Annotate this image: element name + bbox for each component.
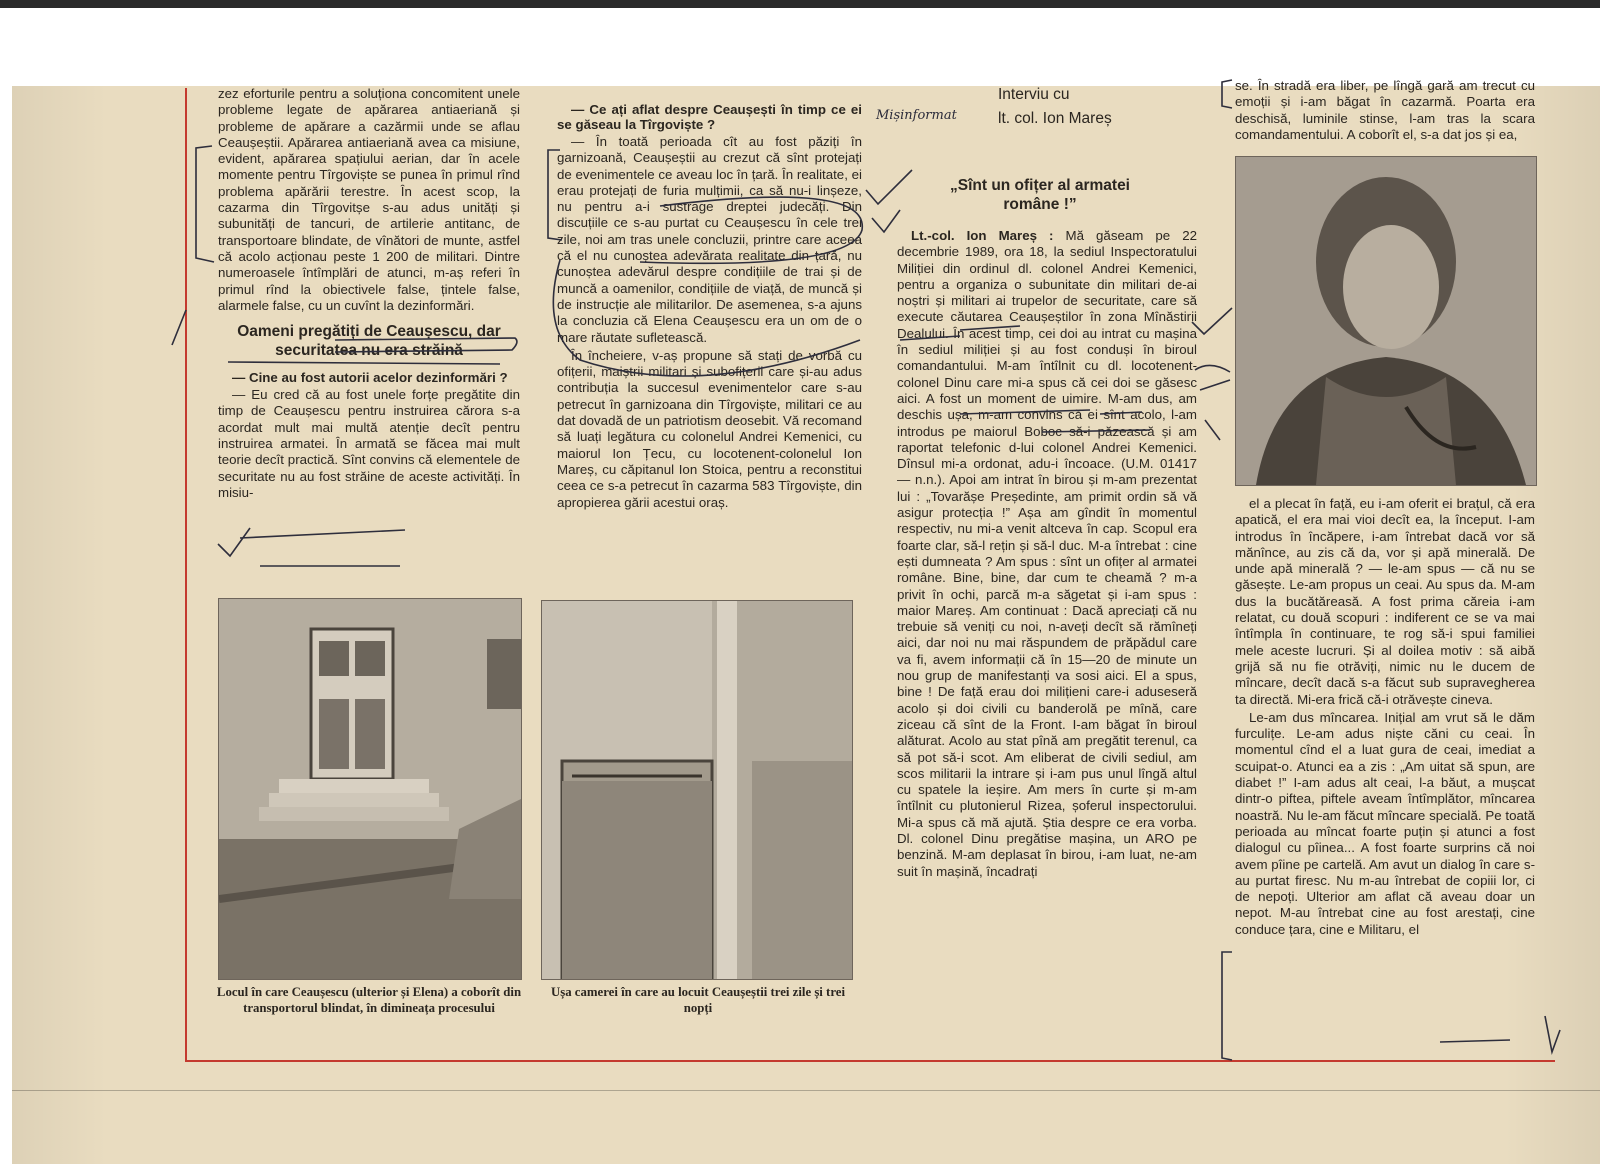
column-3-paragraph [897,228,1197,880]
red-margin-rule [185,88,187,1062]
column-4-paragraph: se. În stradă era liber, pe lîngă gară am trecut cu emoții și i-am băgat în cazarmă. Poarta era deschisă, luminile stinse, l-am tras la scara comandamentului. A coborît el, s-a dat jos și ea, [1235,78,1535,142]
column-4-paragraph: el a plecat în față, eu i-am oferit ei brațul, că era apatică, el era mai vioi decît ea, la început. I-am introdus în încăpere, i-am întrebat dacă vor să mănînce, au zis că da, vor și apă minerală. De unde apă minerală ? — le-am spus — că nu se găsește. Le-am propus un ceai. Au spus da. M-am dus la bucătăreasă. A fost prima căreia i-am relatat, cu două scopuri : indiferent ce se va mai întîmpla în continuare, te rog să-i spui familiei mele aceste lucruri. Și al doilea motiv : să aibă grijă să nu fie otrăviți, nimic nu le ducem de mîncare, decît dacă s-a făcut sub supravegherea ta directă. Mi-era frică că-i otrăvește cineva. [1235,496,1535,707]
column-1-paragraph: zez eforturile pentru a soluționa concomitent unele probleme legate de apărarea antiaeriană și probleme de apărare a cazărmii unde se aflau Ceaușeștii. Apărarea antiaeriană avea ca misiune, evident, apărarea spațiului aerian, dar în acele momente pentru Tîrgoviște se punea în primul rînd problema apărării terestre. În acest scop, la cazarma din Tîrgovitșe s-au adus unități și subunități de tancuri, de artilerie antitanc, de transportoare blindate, de vînători de munte, astfel că acolo acționau peste 1 200 de militari. Dintre numeroasele întîmplări de atunci, m-aș referi în primul rînd la obiectivele false, țintele false, alarmele false, cu un cuvînt la dezinformări. [218,86,520,313]
column-1 [218,86,520,503]
building-entrance-photo [218,598,522,980]
column-4 [1235,496,1535,940]
column-2-paragraph: În încheiere, v-aș propune să stați de vorbă cu ofițerii, maiștrii militari și subofițerii care și-au adus contribuția la succesul evenimentelor care s-au petrecut în garnizoana din Tîrgoviște, militari ce au dat dovadă de un patriotism deosebit. Vă recomand să luați legătura cu colonelul Andrei Kemenici, cu maiorul Ion Țecu, cu locotenent-colonelul Ion Mareș, cu căpitanul Ion Stoica, pentru a reconstitui ceea ce s-a petrecut în cazarma 583 Tîrgoviște, din apropierea gării acestui oraș. [557,347,862,510]
scan-edge-bar [0,0,1600,8]
room-door-illustration [542,601,852,979]
photo-caption: Locul în care Ceaușescu (ulterior și Elena) a coborît din transportorul blindat, în dimineața procesului [216,985,522,1015]
column-2-paragraph: — În toată perioada cît au fost păziți în garnizoană, Ceaușeștii au crezut că sînt protejați de evenimentele ce aveau loc în țară. În realitate, ei erau protejați de furia mulțimii, ca să nu-i linșeze, nu pentru a-i sustrage dreptei judecăți. Din discuțiile ce s-au purtat cu Ceaușescu în cele trei zile, noi am tras unele concluzii, printre care aceea că el nu cunoștea adevărata realitate din țară, nu cunoștea adevărul despre condițiile de trai și de muncă a oamenilor, condițiile de viață, de muncă și de instrucție ale militarilor. De asemenea, s-a ajuns la concluzia că Elena Ceaușescu era un om de o mare răutate sufletească. [557,134,862,345]
column-4-paragraph: Le-am dus mîncarea. Inițial am vrut să le dăm furculițe. Le-am adus niște căni cu ceai. În momentul cînd el a luat gura de ceai, imediat a scuipat-o. Atunci ea a zis : „Am uitat să spun, are diabet !” I-am adus alt ceai, l-a băut, a mușcat dintr-o piftea, piftele aveam întîmplător, mîncarea noastră. Nu le-am făcut mîncare specială. Pe toată perioada au mîncat foarte puțin și atunci a fost dialogul cu pîinea... A fost foarte surprins că noi avem pîine pe cartelă. Am avut un dialog în care s-au purtat firesc. Nu m-au întrebat de copiii lor, ci de nepoți. Ulterior am aflat că aveau doar un nepot. M-au întrebat cine au fost arestați, cine conduce țara, cine e Militaru, el [1235,709,1535,937]
portrait-illustration [1236,157,1536,485]
red-bottom-rule [185,1060,1555,1062]
interview-question: — Ce ați aflat despre Ceaușești în timp ce ei se găseau la Tîrgoviște ? [557,102,862,132]
building-entrance-illustration [219,599,521,979]
photo-caption: Ușa camerei în care au locuit Ceaușeștii trei zile și trei nopți [550,985,846,1015]
interview-answer: — Eu cred că au fost unele forțe pregătite din timp de Ceaușescu pentru instruirea cărora s-a acordat mult mai multă atenție decît pentru instruirea armatei. În armată se făcea mai mult teorie decît practică. Sînt convins că elementele de securitate nu au fost străine de aceste activități. În misiu- [218,387,520,500]
column-3 [897,228,1197,882]
interview-label: Interviu cu [998,86,1070,103]
handwritten-margin-note: Mișinformat [876,108,957,123]
interview-question: — Cine au fost autorii acelor dezinformări ? [232,370,508,386]
column-2 [557,98,862,513]
column-4-top [1235,78,1535,145]
section-subhead: Oameni pregătiți de Ceaușescu, dar securitatea nu era străină [237,323,501,360]
paper-fold [12,1090,1600,1091]
room-door-photo [541,600,853,980]
interview-name: lt. col. Ion Mareș [998,110,1112,127]
interview-title: „Sînt un ofițer al armatei române !” [949,177,1130,213]
column-3-text: Mă găseam pe 22 decembrie 1989, ora 18, la sediul Inspectoratului Miliției din ordinul dl. colonel Andrei Kemenici, pentru a organiza o subunitate din militari de-ai noștri și militari ai trupelor de securitate, care să execute căutarea Ceaușeștilor în zona Mînăstirii Dealului. În acest timp, cei doi au intrat cu mașina în sediul miliției și au fost conduși în biroul comandantului. M-am întîlnit cu dl. locotenent-colonel Dinu care mi-a spus că cei doi se găsesc aici. A fost un moment de uimire. M-am dus, am deschis ușa, m-am convins că ei sînt acolo, l-am introdus pe maiorul Boboc să-i păzească și am raportat telefonic d-lui colonel Andrei Kemenici. Dînsul mi-a ordonat, adu-i încoace. (U.M. 01417 — n.n.). Apoi am intrat în birou și m-am prezentat lui : „Tovarășe Președinte, am primit ordin să vă asigur protecția !” Așa am gîndit în momentul respectiv, nu mi-a venit altceva în cap. Scopul era foarte clar, să-l rețin și să-l duc. M-a întrebat : cine ești dumneata ? Am spus : sînt un ofițer al armatei române. Bine, bine, dar cum te cheamă ? m-a privit în ochi, parcă m-a săgetat și i-am spus : maior Mareș. Am continuat : Dacă apreciați că nu trebuie să veniți cu noi, n-aveți decît să rămîneți aici, dar noi nu mai răspundem de prăpădul care va fi, avem informații că în 15—20 de minute un nou grup de manifestanți va sosi aici. El a spus, bine ! De față erau doi milițieni care-i aduseseră acolo și doi civili cu banderolă pe mînă, care ziceau că sînt de la Front. I-am băgat în biroul alăturat. Acolo au stat pînă am pregătit terenul, ca să pot să-i scot. Am eliberat de civili sediul, am scos militarii la intrare și i-am pus unul lîngă altul cu spatele la ieșire. Am mers în curte și m-am întîlnit cu plutonierul Rizea, șoferul inspectorului. Mi-a spus că mă ajută. Știa despre ce era vorba. Dl. colonel Dinu pregătise mașina, un ARO pe benzină. M-am deplasat în birou, i-am luat, ne-am suit în mașină, încadrați [897,228,1197,879]
speaker-lead: Lt.-col. Ion Mareș : [911,228,1054,243]
portrait-photo [1235,156,1537,486]
